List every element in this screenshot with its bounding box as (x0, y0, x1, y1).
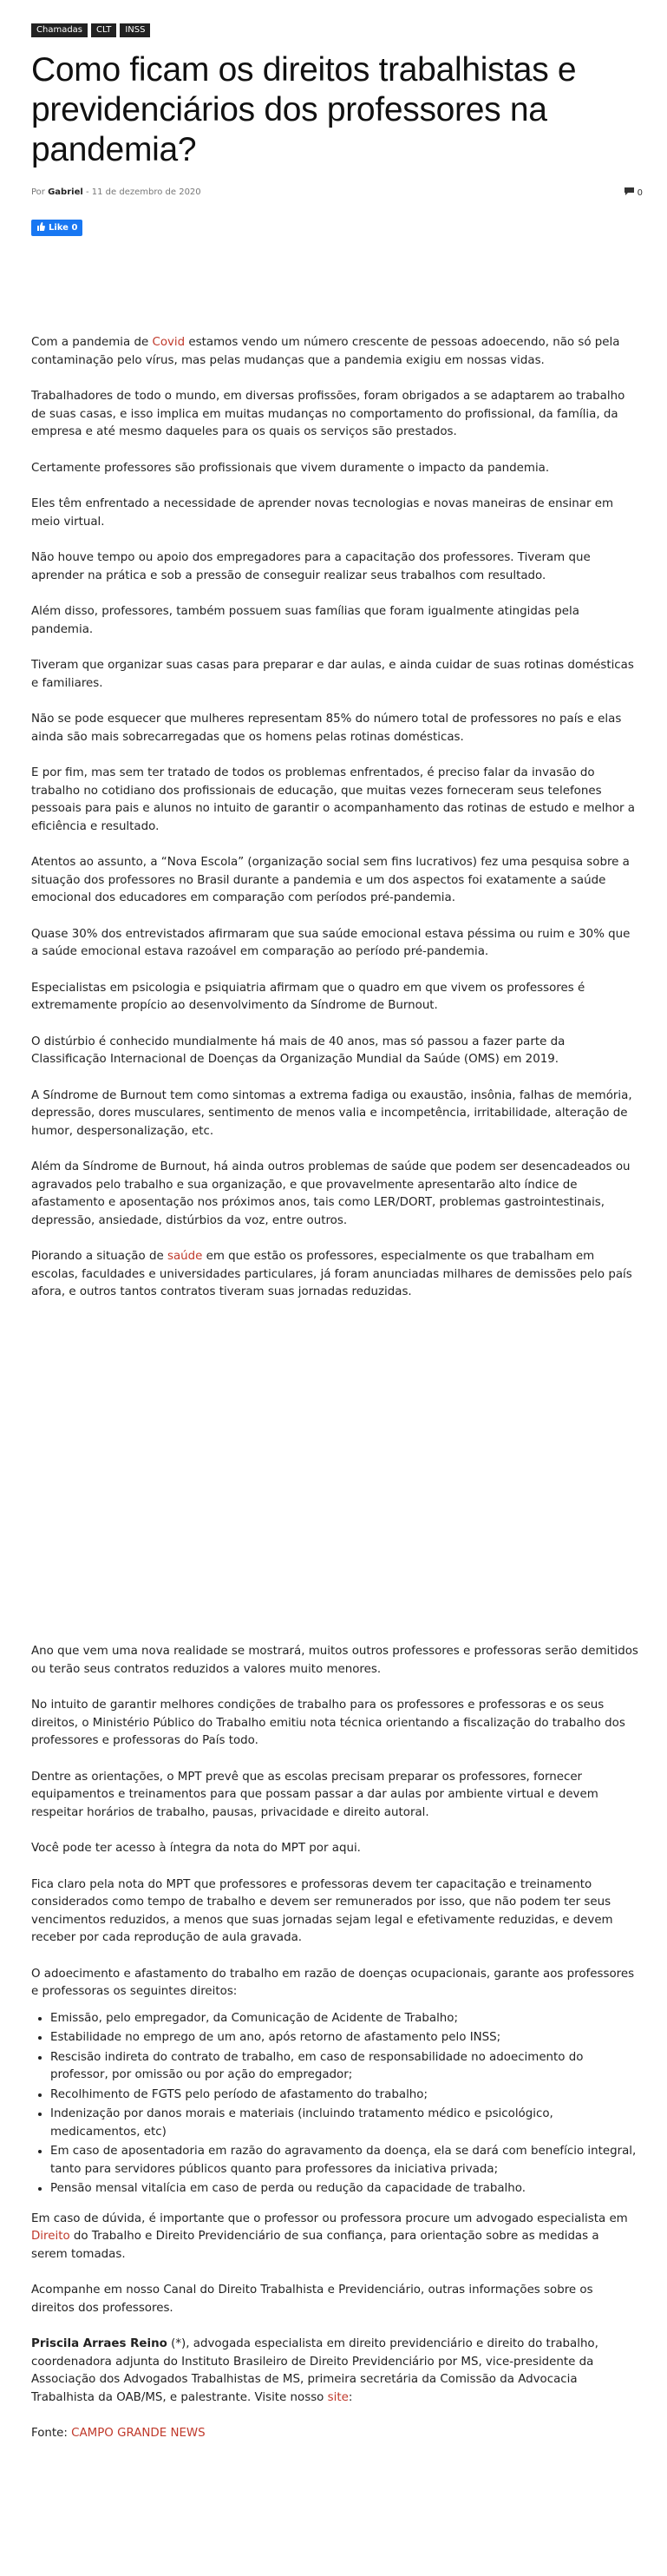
direito-link[interactable]: Direito (31, 2230, 70, 2243)
author-link[interactable]: Gabriel (48, 187, 83, 197)
by-label: Por (31, 187, 45, 197)
list-item: • Em caso de aposentadoria em razão do agravamento da doença, ela se dará com benefício integral, tanto para servidores públicos quanto para professores da iniciativa privada; (50, 2143, 638, 2178)
paragraph: O adoecimento e afastamento do trabalho em razão de doenças ocupacionais, garante aos professores e professoras os seguintes direitos: (31, 1967, 635, 1998)
paragraph: Dentre as orientações, o MPT prevê que as escolas precisam preparar os professores, fornecer equipamentos e treinamentos para que possam passar a dar aulas por ambiente virtual e devem respeitar horários de trabalho, pausas, privacidade e direito autoral. (31, 1770, 598, 1819)
article-body-part-2 (31, 1643, 638, 2443)
saude-link[interactable]: saúde (167, 1250, 203, 1263)
list-item: • Pensão mensal vitalícia em caso de perda ou redução da capacidade de trabalho. (50, 2180, 638, 2198)
list-item: • Indenização por danos morais e materiais (incluindo tratamento médico e psicológico, medicamentos, etc) (50, 2106, 638, 2141)
paragraph: Não se pode esquecer que mulheres representam 85% do número total de professores no país e elas ainda são mais sobrecarregadas que os homens pelas rotinas domésticas. (31, 713, 622, 744)
tag-inss[interactable]: INSS (120, 23, 150, 37)
meta-separator: - (85, 187, 89, 197)
site-link[interactable]: site (327, 2390, 349, 2404)
comments-number: 0 (637, 187, 643, 198)
paragraph: O distúrbio é conhecido mundialmente há mais de 40 anos, mas só passou a fazer parte da Classificação Internacional de Doenças da Organização Mundial da Saúde (OMS) em 2019. (31, 1035, 566, 1066)
paragraph: Ano que vem uma nova realidade se mostrará, muitos outros professores e professoras serão demitidos ou terão seus contratos reduzidos a valores muito menores. (31, 1645, 638, 1676)
paragraph: Especialistas em psicologia e psiquiatria afirmam que o quadro em que vivem os professores é extremamente propício ao desenvolvimento da Síndrome de Burnout. (31, 981, 585, 1012)
paragraph: Tiveram que organizar suas casas para preparar e dar aulas, e ainda cuidar de suas rotinas domésticas e familiares. (31, 659, 634, 690)
paragraph: Não houve tempo ou apoio dos empregadores para a capacitação dos professores. Tiveram que aprender na prática e sob a pressão de conseguir realizar seus trabalhos com resultado. (31, 551, 591, 582)
paragraph: A Síndrome de Burnout tem como sintomas a extrema fadiga ou exaustão, insônia, falhas de memória, depressão, dores musculares, sentimento de menos valia e incompetência, irritabilidade, alteração de humor, despersonalização, etc. (31, 1088, 632, 1138)
paragraph: Além da Síndrome de Burnout, há ainda outros problemas de saúde que podem ser desencadeados ou agravados pelo trabalho e sua organização, e que provavelmente apresentarão alto índice de afastamento e aposentação nos próximos anos, tais como LER/DORT, problemas gastrointestinais, depressão, ansiedade, distúrbios da voz, entre outros. (31, 1160, 631, 1227)
paragraph: Em caso de dúvida, é importante que o professor ou professora procure um advogado especialista em Direito do Trabalho e Direito Previdenciário de sua confiança, para orientação sobre as medidas a serem tomadas. (31, 2211, 628, 2261)
covid-link[interactable]: Covid (152, 336, 186, 349)
paragraph: Trabalhadores de todo o mundo, em diversas profissões, foram obrigados a se adaptarem ao trabalho de suas casas, e isso implica em muitas mudanças no comportamento do profissional, da família, da empresa e até mesmo daqueles para os quais os serviços são prestados. (31, 390, 625, 438)
comments-count[interactable] (624, 187, 643, 198)
thumbs-up-icon (36, 222, 45, 233)
publish-date: 11 de dezembro de 2020 (91, 187, 201, 197)
paragraph: Com a pandemia de Covid estamos vendo um número crescente de pessoas adoecendo, não só pela contaminação pelo vírus, mas pelas mudanças que a pandemia exigiu em nossas vidas. (31, 336, 620, 367)
tag-chamadas[interactable]: Chamadas (31, 23, 88, 37)
author-bio: Priscila Arraes Reino (*), advogada especialista em direito previdenciário e direito do trabalho, coordenadora adjunta do Instituto Brasileiro de Direito Previdenciário por MS, vice-presidente da Associação dos Advogados Trabalhistas de MS, primeira secretária da Comissão da Advocacia Trabalhista da OAB/MS, e palestrante. Visite nosso site: (31, 2337, 598, 2404)
list-item: • Estabilidade no emprego de um ano, após retorno de afastamento pelo INSS; (50, 2029, 638, 2047)
paragraph: Eles têm enfrentado a necessidade de aprender novas tecnologias e novas maneiras de ensinar em meio virtual. (31, 497, 613, 529)
list-item: • Emissão, pelo empregador, da Comunicação de Acidente de Trabalho; (50, 2010, 638, 2028)
comment-icon (624, 187, 634, 198)
source-link[interactable]: CAMPO GRANDE NEWS (71, 2427, 206, 2440)
article-meta (31, 187, 201, 197)
paragraph: No intuito de garantir melhores condições de trabalho para os professores e professoras e os seus direitos, o Ministério Público do Trabalho emitiu nota técnica orientando a fiscalização do trabalho dos professores e professoras do País todo. (31, 1699, 625, 1747)
list-item: • Rescisão indireta do contrato de trabalho, em caso de responsabilidade no adoecimento do professor, por omissão ou por ação do empregador; (50, 2049, 638, 2085)
paragraph: Certamente professores são profissionais que vivem duramente o impacto da pandemia. (31, 461, 550, 475)
facebook-like-button[interactable] (31, 220, 82, 236)
paragraph: E por fim, mas sem ter tratado de todos os problemas enfrentados, é preciso falar da invasão do trabalho no cotidiano dos profissionais de educação, que muitas vezes forneceram seus telefones pessoais para pais e alunos no intuito de garantir o acompanhamento das rotinas de estudo e melhor a eficiência e resultado. (31, 766, 636, 833)
article-title: Como ficam os direitos trabalhistas e previdenciários dos professores na pandemia? (31, 51, 577, 168)
paragraph: Você pode ter acesso à íntegra da nota do MPT por aqui. (31, 1842, 361, 1855)
paragraph: Acompanhe em nosso Canal do Direito Trabalhista e Previdenciário, outras informações sobre os direitos dos professores. (31, 2284, 593, 2315)
fb-like-label: Like 0 (49, 223, 78, 233)
author-name: Priscila Arraes Reino (31, 2337, 167, 2350)
paragraph: Atentos ao assunto, a “Nova Escola” (organização social sem fins lucrativos) fez uma pesquisa sobre a situação dos professores no Brasil durante a pandemia e um dos aspectos foi exatamente a saúde emocional dos educadores em comparação com períodos pré-pandemia. (31, 856, 630, 904)
tag-clt[interactable]: CLT (91, 23, 116, 37)
source-line: Fonte: CAMPO GRANDE NEWS (31, 2427, 206, 2440)
article-body-part-1 (31, 334, 638, 1302)
category-tags (31, 23, 150, 37)
paragraph: Além disso, professores, também possuem suas famílias que foram igualmente atingidas pela pandemia. (31, 605, 579, 636)
paragraph: Piorando a situação de saúde em que estão os professores, especialmente os que trabalham em escolas, faculdades e universidades particulares, já foram anunciadas milhares de demissões pelo país afora, e outros tantos contratos tiveram suas jornadas reduzidas. (31, 1250, 632, 1298)
rights-list (31, 2010, 638, 2198)
list-item: • Recolhimento de FGTS pelo período de afastamento do trabalho; (50, 2086, 638, 2105)
paragraph: Quase 30% dos entrevistados afirmaram que sua saúde emocional estava péssima ou ruim e 30% que a saúde emocional estava razoável em comparação ao período pré-pandemia. (31, 927, 631, 958)
paragraph: Fica claro pela nota do MPT que professores e professoras devem ter capacitação e treinamento considerados como tempo de trabalho e devem ser remunerados por isso, que não podem ter seus vencimentos reduzidos, a menos que suas jornadas sejam legal e efetivamente reduzidas, e devem receber por cada reprodução de aula gravada. (31, 1877, 613, 1944)
